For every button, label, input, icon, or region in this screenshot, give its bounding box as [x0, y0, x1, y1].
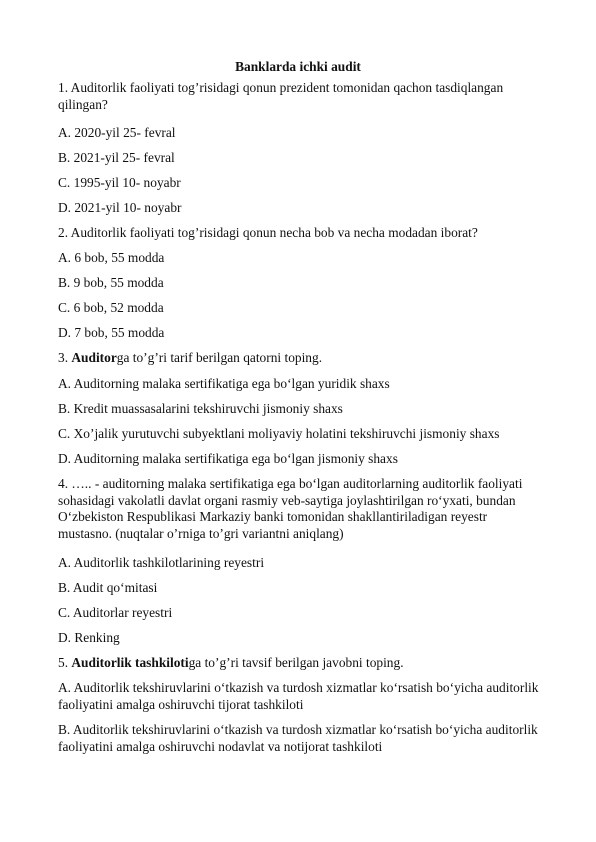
- question-2-option-b: B. 9 bob, 55 modda: [58, 275, 164, 290]
- question-3-option-c: C. Xo’jalik yurutuvchi subyektlani moliyaviy holatini tekshiruvchi jismoniy shaxs: [58, 426, 500, 441]
- question-1-text: 1. Auditorlik faoliyati tog’risidagi qonun prezident tomonidan qachon tasdiqlangan qilingan?: [58, 80, 504, 112]
- question-3-text: [58, 350, 538, 367]
- question-4-option-a: A. Auditorlik tashkilotlarining reyestri: [58, 555, 265, 570]
- question-3-number: 3.: [58, 350, 72, 365]
- question-5-option-a: A. Auditorlik tekshiruvlarini o‘tkazish va turdosh xizmatlar ko‘rsatish bo‘yicha auditorlik faoliyatini amalga oshiruvchi tijorat tashkiloti: [58, 680, 539, 712]
- question-1-option-a: A. 2020-yil 25- fevral: [58, 125, 176, 140]
- question-2-option-a: A. 6 bob, 55 modda: [58, 250, 165, 265]
- question-2-text: 2. Auditorlik faoliyati tog’risidagi qonun necha bob va necha modadan iborat?: [58, 225, 478, 240]
- document-title: Banklarda ichki audit: [235, 59, 361, 74]
- question-5-text: [58, 655, 538, 672]
- question-2-option-c: C. 6 bob, 52 modda: [58, 300, 164, 315]
- question-5-term: Auditorlik tashkiloti: [71, 655, 189, 670]
- question-2-option-d: D. 7 bob, 55 modda: [58, 325, 165, 340]
- question-4-option-c: C. Auditorlar reyestri: [58, 605, 173, 620]
- question-3-term: Auditor: [71, 350, 117, 365]
- question-1-option-b: B. 2021-yil 25- fevral: [58, 150, 175, 165]
- question-5-number: 5.: [58, 655, 72, 670]
- question-3-option-a: A. Auditorning malaka sertifikatiga ega bo‘lgan yuridik shaxs: [58, 376, 390, 391]
- question-5-rest: ga to’g’ri tavsif berilgan javobni toping.: [188, 655, 404, 670]
- question-1-option-c: C. 1995-yil 10- noyabr: [58, 175, 181, 190]
- question-4-option-d: D. Renking: [58, 630, 120, 645]
- question-3-rest: ga to’g’ri tarif berilgan qatorni toping.: [116, 350, 323, 365]
- question-1-option-d: D. 2021-yil 10- noyabr: [58, 200, 182, 215]
- question-4-option-b: B. Audit qo‘mitasi: [58, 580, 158, 595]
- question-3-option-b: B. Kredit muassasalarini tekshiruvchi jismoniy shaxs: [58, 401, 343, 416]
- question-5-option-b: B. Auditorlik tekshiruvlarini o‘tkazish va turdosh xizmatlar ko‘rsatish bo‘yicha auditorlik faoliyatini amalga oshiruvchi nodavlat va notijorat tashkiloti: [58, 722, 538, 754]
- question-3-option-d: D. Auditorning malaka sertifikatiga ega bo‘lgan jismoniy shaxs: [58, 451, 398, 466]
- question-4-text: 4. ….. - auditorning malaka sertifikatiga ega bo‘lgan auditorlarning auditorlik faoliyati sohasidagi vakolatli davlat organi rasmiy veb-saytiga joylashtirilgan ro‘yxati, bundan O‘zbekiston Respublikasi Markaziy banki tomonidan shakllantiriladigan reyestr mustasno. (nuqtalar o’rniga to’gri variantni aniqlang): [58, 476, 523, 541]
